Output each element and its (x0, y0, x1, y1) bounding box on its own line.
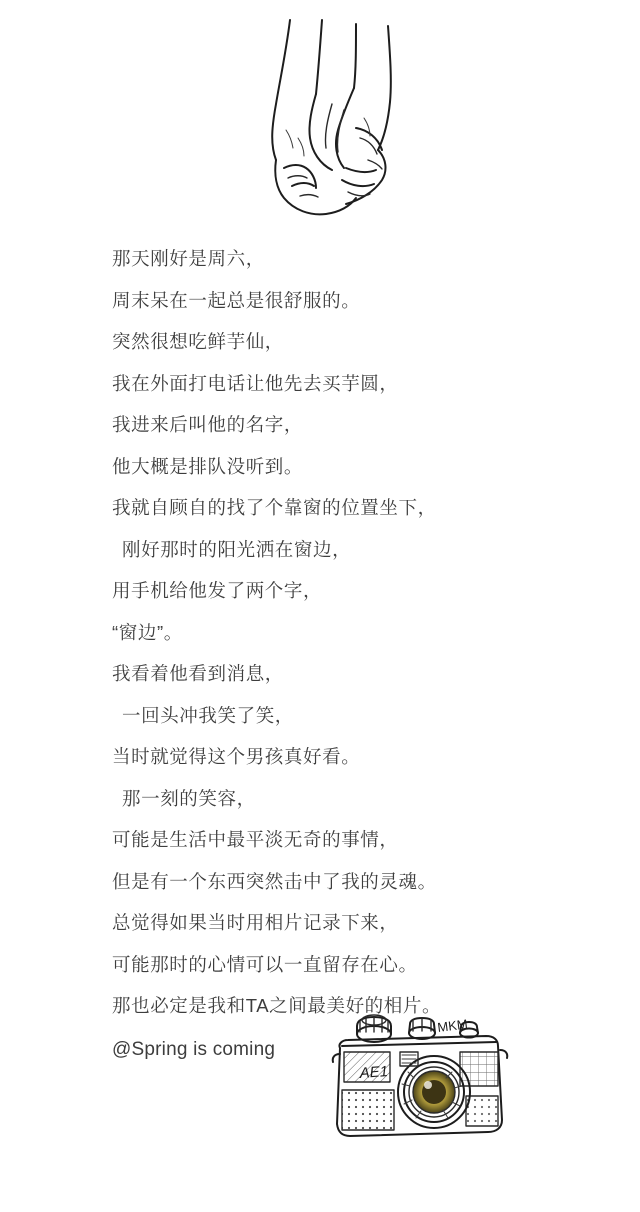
poem-line: “窗边”。 (112, 621, 183, 643)
poem-line: 那天刚好是周六， (112, 248, 265, 269)
poem-line: 一回头冲我笑了笑， (122, 704, 294, 726)
svg-text:AE1: AE1 (359, 1063, 389, 1082)
poem-line: 我在外面打电话让他先去买芋圆， (112, 372, 399, 394)
holding-hands-illustration (236, 18, 426, 228)
poem-line: 突然很想吃鲜芋仙， (112, 331, 284, 352)
poem-line: 当时就觉得这个男孩真好看。 (112, 746, 361, 767)
camera-illustration (326, 1000, 516, 1160)
poem-line: 我进来后叫他的名字， (112, 414, 304, 435)
poem-line: 可能是生活中最平淡无奇的事情， (112, 829, 399, 850)
poem-line: 但是有一个东西突然击中了我的灵魂。 (112, 870, 437, 892)
poem-line: 他大概是排队没听到。 (112, 455, 304, 477)
poem-line: 周末呆在一起总是很舒服的。 (112, 289, 361, 311)
poem-line: 用手机给他发了两个字， (112, 580, 323, 601)
poem-text-block (112, 238, 562, 1067)
poem-line: 那一刻的笑容， (122, 787, 256, 809)
poem-line: 可能那时的心情可以一直留存在心。 (112, 953, 418, 975)
poem-line: 刚好那时的阳光洒在窗边， (122, 538, 352, 560)
poem-line: 我就自顾自的找了个靠窗的位置坐下， (112, 497, 437, 518)
poem-signature: @Spring is coming (112, 1038, 276, 1060)
poem-line: 总觉得如果当时用相片记录下来， (112, 912, 399, 933)
poem-line: 那也必定是我和TA之间最美好的相片。 (112, 995, 442, 1016)
poem-line: 我看着他看到消息， (112, 663, 284, 684)
svg-text:MKM: MKM (436, 1016, 469, 1035)
